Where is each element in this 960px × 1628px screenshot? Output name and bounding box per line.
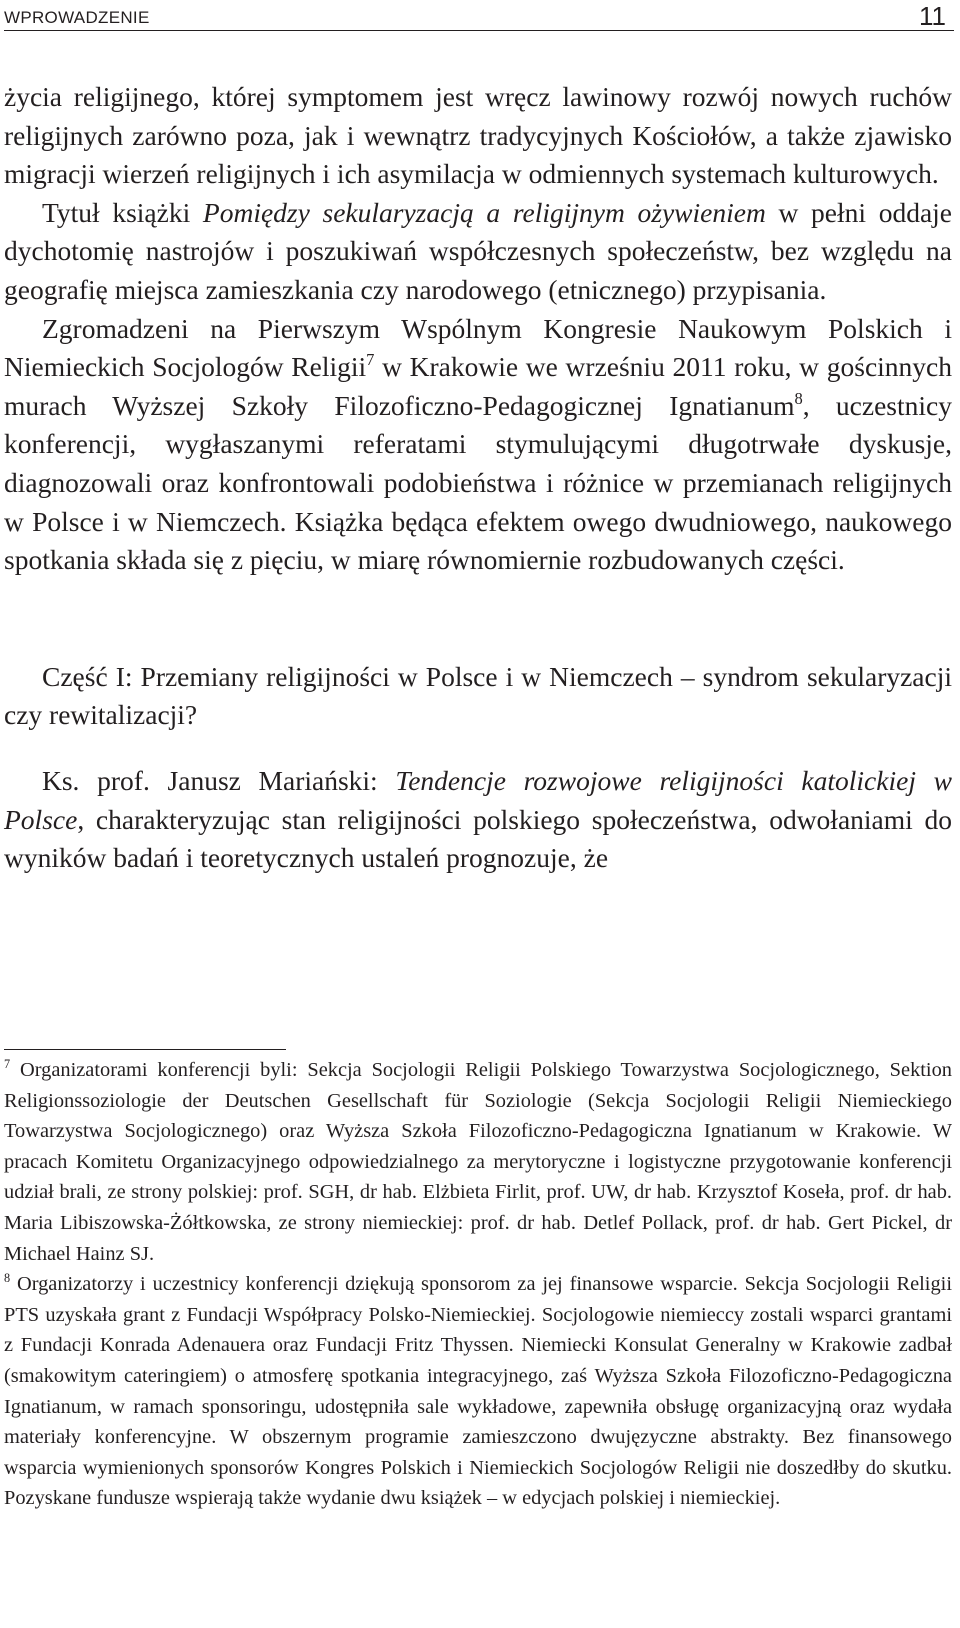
footnote-reference-8[interactable]: 8 bbox=[794, 389, 803, 409]
footnote-marker: 8 bbox=[4, 1271, 11, 1286]
footnotes bbox=[4, 1055, 952, 1514]
article-title-italic: Tendencje rozwojowe religijności katolickiej w Polsce bbox=[4, 764, 953, 835]
text-run: , uczestnicy konferencji, wygłaszanymi referatami stymulującymi długotrwałe dyskusje, diagnozowali oraz konfrontowali podobieństwa i różnice w przemianach religijnych w Polsce i w Niemczech. Książka będąca efektem owego dwudniowego, naukowego spotkania składa się z pięciu, w miarę równomiernie rozbudowanych części. bbox=[4, 389, 952, 576]
footnote-text: Organizatorzy i uczestnicy konferencji dziękują sponsorom za jej finansowe wsparcie. Sekcja Socjologii Religii PTS uzyskała grant z Fundacji Współpracy Polsko-Niemieckiej. Socjologowie niemieccy zostali wsparci grantami z Fundacji Konrada Adenauera oraz Fundacji Fritz Thyssen. Niemiecki Konsulat Generalny w Krakowie zadbał (smakowitym cateringiem) o atmosferę spotkania integracyjnego, zaś Wyższa Szkoła Filozoficzno-Pedagogiczna Ignatianum, w ramach sponsoringu, udostępniła sale wykładowe, zapewniła obsługę organizacyjną oraz wydała materiały konferencyjne. W obszernym programie zamieszczono dwujęzyczne abstrakty. Bez finansowego wsparcia wymienionych sponsorów Kongres Polskich i Niemieckich Socjologów Religii nie doszedłby do skutku. Pozyskane fundusze wspierają także wydanie dwu książek – w edycjach polskiej i niemieckiej. bbox=[4, 1273, 952, 1510]
book-title-italic: Pomiędzy sekularyzacją a religijnym ożywieniem bbox=[202, 196, 766, 228]
text-run: w Krakowie we wrześniu 2011 roku, w gościnnych murach Wyższej Szkoły Filozoficzno-Pedagogicznej Ignatianum bbox=[4, 351, 952, 421]
part-heading: Część I: Przemiany religijności w Polsce i w Niemczech – syndrom sekularyzacji czy rewitalizacji? bbox=[4, 660, 952, 731]
page-number: 11 bbox=[919, 1, 946, 31]
footnote-8 bbox=[4, 1269, 952, 1514]
running-header bbox=[4, 2, 954, 31]
footnote-7 bbox=[4, 1055, 952, 1269]
running-header-title: WPROWADZENIE bbox=[4, 8, 150, 27]
text-run: Zgromadzeni na Pierwszym Wspólnym Kongresie Naukowym Polskich i Niemieckich Socjologów Religii bbox=[4, 312, 952, 383]
main-text bbox=[4, 78, 952, 878]
footnote-reference-7[interactable]: 7 bbox=[366, 350, 375, 370]
paragraph-congress bbox=[4, 310, 952, 580]
paragraph-continuation: życia religijnego, której symptomem jest wręcz lawinowy rozwój nowych ruchów religijnych zarówno poza, jak i wewnątrz tradycyjnych Kościołów, a także zjawisko migracji wierzeń religijnych i ich asymilacja w odmiennych systemach kulturowych. bbox=[4, 81, 952, 190]
paragraph-author-review bbox=[4, 762, 952, 878]
text-run: w pełni oddaje dychotomię nastrojów i poszukiwań współczesnych społeczeństw, bez względu na geografię miejsca zamieszkania czy narodowego (etnicznego) przypisania. bbox=[4, 196, 953, 305]
paragraph-book-title bbox=[4, 194, 952, 310]
footnote-text: Organizatorami konferencji byli: Sekcja Socjologii Religii Polskiego Towarzystwa Socjologicznego, Sektion Religionssoziologie der Deutschen Gesellschaft für Soziologie (Sekcja Socjologii Religii Niemieckiego Towarzystwa Socjologicznego) oraz Wyższa Szkoła Filozoficzno-Pedagogiczna Ignatianum w Krakowie. W pracach Komitetu Organizacyjnego odpowiedzialnego za merytoryczne i logistyczne przygotowanie konferencji udział brali, ze strony polskiej: prof. SGH, dr hab. Elżbieta Firlit, prof. UW, dr hab. Krzysztof Koseła, prof. dr hab. Maria Libiszowska-Żółtkowska, ze strony niemieckiej: prof. dr hab. Detlef Pollack, prof. dr hab. Gert Pickel, dr Michael Hainz SJ. bbox=[4, 1059, 952, 1265]
footnote-marker: 7 bbox=[4, 1057, 11, 1072]
text-run: Tytuł książki bbox=[42, 196, 203, 228]
text-run: , charakteryzując stan religijności polskiego społeczeństwa, odwołaniami do wyników badań i teoretycznych ustaleń prognozuje, że bbox=[4, 803, 952, 874]
author-name: Ks. prof. Janusz Mariański: bbox=[42, 764, 396, 796]
footnote-separator bbox=[4, 1049, 286, 1050]
